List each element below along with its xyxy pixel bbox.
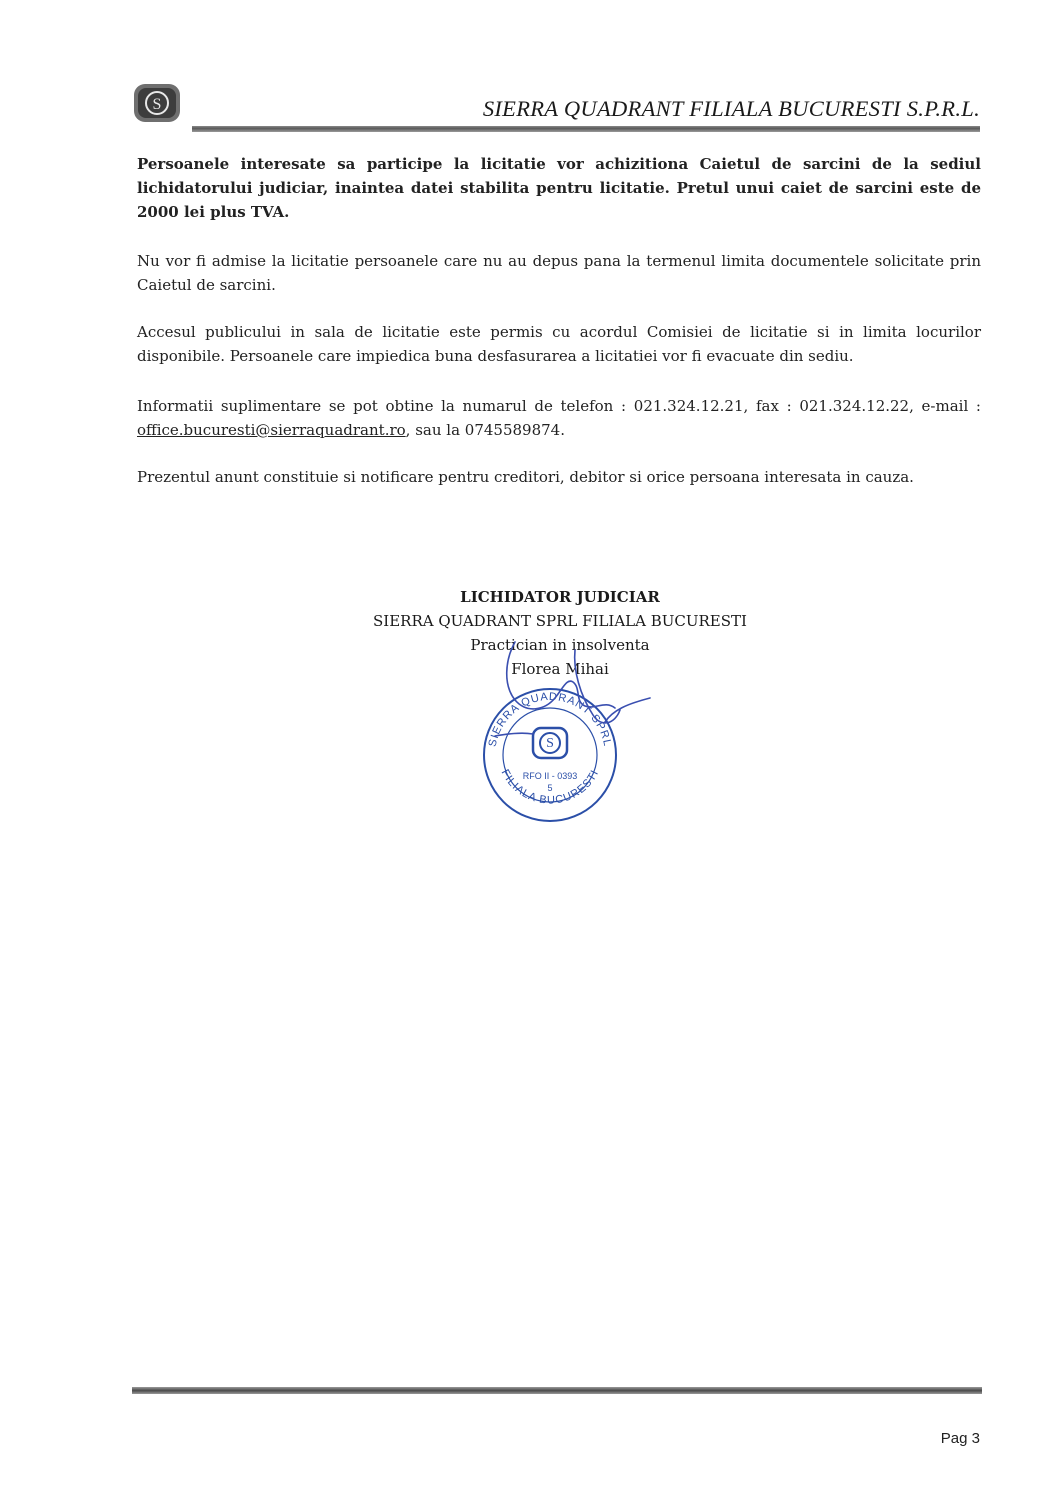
sq-logo-icon [132, 82, 182, 124]
paragraph-acces-public: Accesul publicului in sala de licitatie este permis cu acordul Comisiei de licitatie si in limita locurilor disponibile. Persoanele care impiedica buna desfasurarea a licitatiei vor fi evacuate din sediu. [137, 323, 981, 365]
signature-title: Practician in insolventa [470, 636, 650, 654]
paragraph-notificare: Prezentul anunt constituie si notificare pentru creditori, debitor si orice persoana interesata in cauza. [137, 468, 914, 486]
paragraph-admitere: Nu vor fi admise la licitatie persoanele care nu au depus pana la termenul limita documentele solicitate prin Caietul de sarcini. [137, 252, 981, 294]
header-divider [192, 126, 980, 132]
stamp-number: 5 [547, 783, 553, 793]
svg-text:S: S [152, 96, 162, 113]
stamp-top-text: SIERRA QUADRANT SPRL [486, 690, 614, 748]
email-link[interactable]: office.bucuresti@sierraquadrant.ro [137, 421, 406, 439]
page-number: Pag 3 [940, 1430, 980, 1447]
svg-text:S: S [546, 736, 554, 751]
signature-person: Florea Mihai [511, 660, 609, 678]
signature-company: SIERRA QUADRANT SPRL FILIALA BUCURESTI [373, 612, 747, 630]
contact-text: Informatii suplimentare se pot obtine la numarul de telefon : 021.324.12.21, fax : 021.324.12.22, e-mail : [137, 397, 981, 415]
company-title: SIERRA QUADRANT FILIALA BUCURESTI S.P.R.L. [482, 96, 980, 121]
signature-role: LICHIDATOR JUDICIAR [460, 588, 660, 606]
footer-divider [132, 1387, 982, 1394]
page-header [0, 0, 1060, 140]
paragraph-caiet-sarcini: Persoanele interesate sa participe la licitatie vor achizitiona Caietul de sarcini de la sediul lichidatorului judiciar, inaintea datei stabilita pentru licitatie. Pretul unui caiet de sarcini este de 2000 lei plus TVA. [137, 155, 981, 221]
handwritten-signature [495, 642, 650, 736]
company-stamp [455, 640, 685, 840]
paragraph-contact [137, 394, 981, 442]
stamp-bottom-text: FILIALA BUCURESTI [498, 767, 602, 807]
stamp-code: RFO II - 0393 [522, 771, 578, 781]
contact-phone-text: , sau la 0745589874. [405, 421, 565, 439]
